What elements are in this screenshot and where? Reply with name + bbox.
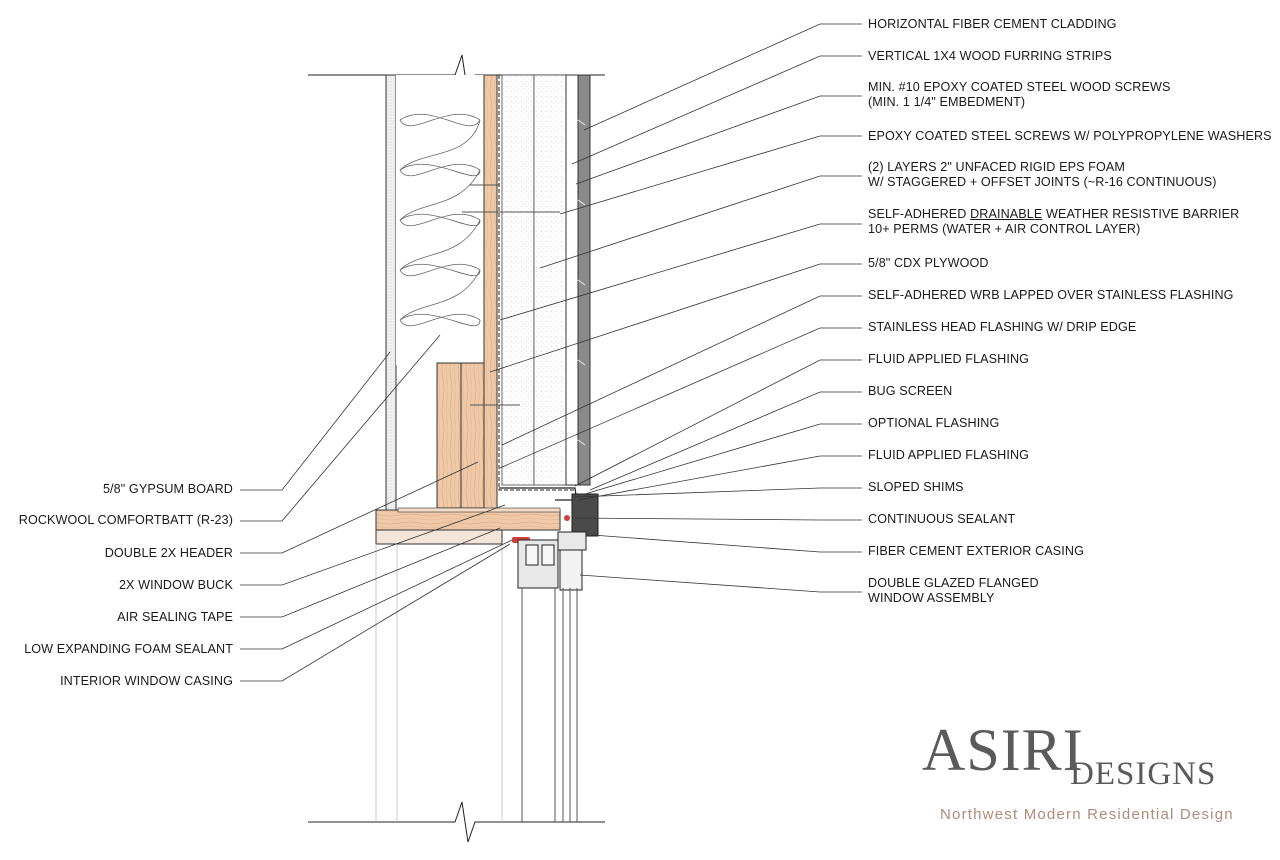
bottom-break-line bbox=[308, 802, 605, 842]
company-logo bbox=[920, 718, 1250, 828]
logo-sub-text: DESIGNS bbox=[1070, 756, 1217, 792]
double-header bbox=[437, 363, 484, 508]
label-fluid-flashing-1: FLUID APPLIED FLASHING bbox=[868, 352, 1030, 366]
label-plywood: 5/8" CDX PLYWOOD bbox=[868, 256, 989, 270]
label-washer-screws: EPOXY COATED STEEL SCREWS W/ POLYPROPYLENE WASHERS bbox=[868, 129, 1272, 143]
label-tape: AIR SEALING TAPE bbox=[117, 610, 233, 624]
furring-strip bbox=[566, 75, 578, 485]
label-optional-flashing: OPTIONAL FLASHING bbox=[868, 416, 1000, 430]
label-fluid-flashing-2: FLUID APPLIED FLASHING bbox=[868, 448, 1030, 462]
label-window-assembly-line1: DOUBLE GLAZED FLANGED bbox=[868, 576, 1039, 590]
batt-insulation bbox=[396, 75, 484, 365]
label-wrb-line1 bbox=[868, 207, 1239, 222]
exterior-casing bbox=[572, 494, 598, 536]
lap-siding bbox=[578, 75, 590, 485]
logo-tagline: Northwest Modern Residential Design bbox=[940, 806, 1234, 823]
window-glazing bbox=[522, 588, 577, 822]
label-wrb-underlined: DRAINABLE bbox=[970, 207, 1043, 221]
window-buck bbox=[376, 508, 560, 530]
label-wrb-line2: 10+ PERMS (WATER + AIR CONTROL LAYER) bbox=[868, 222, 1141, 236]
gypsum-board bbox=[386, 75, 396, 510]
label-sloped-shims: SLOPED SHIMS bbox=[868, 480, 964, 494]
label-wood-screws-line1: MIN. #10 EPOXY COATED STEEL WOOD SCREWS bbox=[868, 80, 1171, 94]
label-wrb-part1: SELF-ADHERED bbox=[868, 207, 971, 221]
label-exterior-casing: FIBER CEMENT EXTERIOR CASING bbox=[868, 544, 1084, 558]
label-window-assembly-line2: WINDOW ASSEMBLY bbox=[868, 591, 995, 605]
label-comfortbatt: ROCKWOOL COMFORTBATT (R-23) bbox=[18, 513, 233, 527]
label-furring: VERTICAL 1X4 WOOD FURRING STRIPS bbox=[868, 49, 1112, 63]
label-wrb-part3: WEATHER RESISTIVE BARRIER bbox=[1042, 207, 1240, 221]
label-interior-casing: INTERIOR WINDOW CASING bbox=[60, 674, 233, 688]
interior-wall-lines bbox=[376, 544, 502, 822]
eps-foam-layers bbox=[502, 75, 566, 485]
label-continuous-sealant: CONTINUOUS SEALANT bbox=[868, 512, 1016, 526]
label-head-flashing: STAINLESS HEAD FLASHING W/ DRIP EDGE bbox=[868, 320, 1137, 334]
label-bug-screen: BUG SCREEN bbox=[868, 384, 953, 398]
continuous-sealant-bead bbox=[564, 515, 570, 521]
interior-casing bbox=[376, 530, 502, 544]
plywood-sheathing bbox=[484, 75, 497, 515]
label-header: DOUBLE 2X HEADER bbox=[104, 546, 233, 560]
label-foam-sealant: LOW EXPANDING FOAM SEALANT bbox=[24, 642, 233, 656]
label-buck: 2X WINDOW BUCK bbox=[118, 578, 233, 592]
label-eps-foam-line1: (2) LAYERS 2" UNFACED RIGID EPS FOAM bbox=[868, 160, 1125, 174]
label-wood-screws-line2: (MIN. 1 1/4" EMBEDMENT) bbox=[868, 95, 1026, 109]
label-wrb-lapped: SELF-ADHERED WRB LAPPED OVER STAINLESS FLASHING bbox=[868, 288, 1234, 302]
logo-main-text: ASIRI bbox=[922, 717, 1084, 783]
label-eps-foam-line2: W/ STAGGERED + OFFSET JOINTS (~R-16 CONTINUOUS) bbox=[868, 175, 1217, 189]
label-gypsum: 5/8" GYPSUM BOARD bbox=[102, 482, 233, 496]
label-cladding: HORIZONTAL FIBER CEMENT CLADDING bbox=[868, 17, 1117, 31]
window-frame bbox=[518, 532, 586, 590]
